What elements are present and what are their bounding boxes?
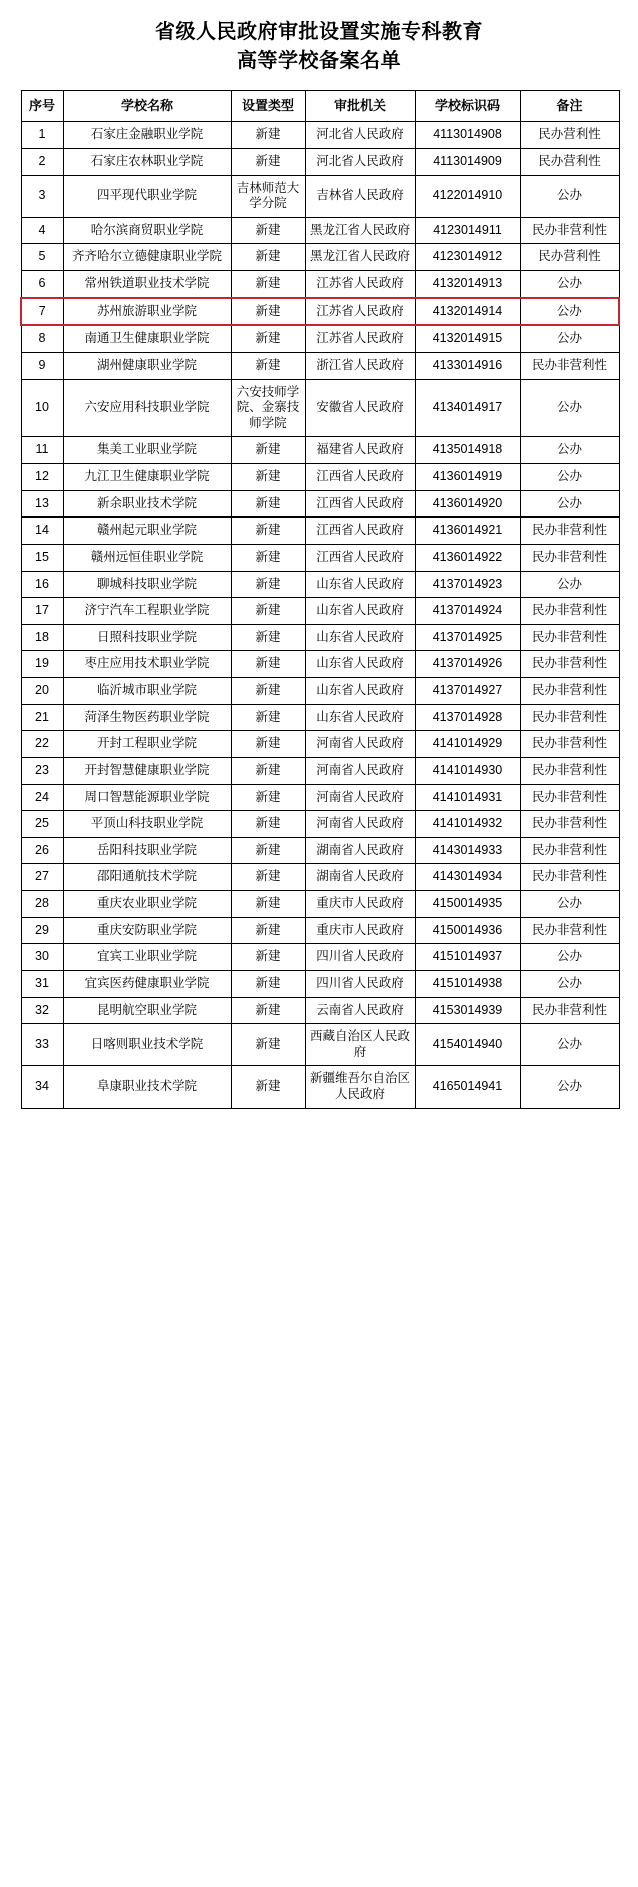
table-row <box>21 325 619 352</box>
cell-index: 2 <box>21 148 63 175</box>
cell-setup-type: 新建 <box>231 757 305 784</box>
cell-setup-type: 六安技师学院、金寨技师学院 <box>231 379 305 437</box>
cell-school-name: 昆明航空职业学院 <box>63 997 231 1024</box>
cell-school-name: 济宁汽车工程职业学院 <box>63 598 231 625</box>
cell-school-name: 石家庄金融职业学院 <box>63 122 231 149</box>
cell-school-name: 哈尔滨商贸职业学院 <box>63 217 231 244</box>
cell-approval-authority: 江西省人民政府 <box>305 517 415 544</box>
cell-remarks: 民办营利性 <box>520 244 619 271</box>
cell-index: 27 <box>21 864 63 891</box>
cell-school-code: 4165014941 <box>415 1066 520 1108</box>
cell-school-name: 南通卫生健康职业学院 <box>63 325 231 352</box>
cell-setup-type: 新建 <box>231 837 305 864</box>
cell-school-name: 宜宾工业职业学院 <box>63 944 231 971</box>
cell-remarks: 民办非营利性 <box>520 811 619 838</box>
table-row <box>21 175 619 217</box>
cell-remarks: 公办 <box>520 1024 619 1066</box>
cell-remarks: 公办 <box>520 379 619 437</box>
cell-index: 32 <box>21 997 63 1024</box>
cell-index: 12 <box>21 464 63 491</box>
cell-remarks: 公办 <box>520 1066 619 1108</box>
cell-index: 16 <box>21 571 63 598</box>
cell-setup-type: 新建 <box>231 624 305 651</box>
cell-school-name: 岳阳科技职业学院 <box>63 837 231 864</box>
cell-school-name: 新余职业技术学院 <box>63 490 231 517</box>
cell-approval-authority: 黑龙江省人民政府 <box>305 217 415 244</box>
cell-school-code: 4150014935 <box>415 891 520 918</box>
cell-school-name: 开封工程职业学院 <box>63 731 231 758</box>
cell-school-name: 开封智慧健康职业学院 <box>63 757 231 784</box>
cell-school-code: 4132014914 <box>415 298 520 326</box>
cell-approval-authority: 山东省人民政府 <box>305 678 415 705</box>
cell-school-name: 赣州远恒佳职业学院 <box>63 544 231 571</box>
cell-setup-type: 新建 <box>231 944 305 971</box>
cell-remarks: 民办非营利性 <box>520 997 619 1024</box>
cell-school-code: 4133014916 <box>415 352 520 379</box>
cell-remarks: 民办非营利性 <box>520 598 619 625</box>
cell-school-name: 齐齐哈尔立德健康职业学院 <box>63 244 231 271</box>
table-row <box>21 997 619 1024</box>
cell-index: 22 <box>21 731 63 758</box>
cell-index: 25 <box>21 811 63 838</box>
cell-index: 24 <box>21 784 63 811</box>
cell-remarks: 公办 <box>520 891 619 918</box>
cell-approval-authority: 山东省人民政府 <box>305 598 415 625</box>
table-row <box>21 244 619 271</box>
table-row <box>21 731 619 758</box>
page-title <box>20 18 618 76</box>
table-row <box>21 624 619 651</box>
cell-school-name: 聊城科技职业学院 <box>63 571 231 598</box>
cell-school-name: 九江卫生健康职业学院 <box>63 464 231 491</box>
cell-approval-authority: 浙江省人民政府 <box>305 352 415 379</box>
cell-approval-authority: 吉林省人民政府 <box>305 175 415 217</box>
cell-school-code: 4143014933 <box>415 837 520 864</box>
cell-remarks: 民办非营利性 <box>520 217 619 244</box>
cell-approval-authority: 河南省人民政府 <box>305 757 415 784</box>
cell-remarks: 民办非营利性 <box>520 864 619 891</box>
table-row <box>21 148 619 175</box>
cell-school-code: 4122014910 <box>415 175 520 217</box>
cell-setup-type: 新建 <box>231 464 305 491</box>
cell-school-name: 重庆农业职业学院 <box>63 891 231 918</box>
cell-remarks: 公办 <box>520 325 619 352</box>
cell-school-code: 4132014913 <box>415 271 520 298</box>
table-row <box>21 271 619 298</box>
cell-remarks: 公办 <box>520 464 619 491</box>
table-row <box>21 1024 619 1066</box>
cell-school-name: 宜宾医药健康职业学院 <box>63 970 231 997</box>
table-row <box>21 437 619 464</box>
cell-school-code: 4137014925 <box>415 624 520 651</box>
cell-school-code: 4132014915 <box>415 325 520 352</box>
cell-remarks: 民办非营利性 <box>520 731 619 758</box>
cell-index: 5 <box>21 244 63 271</box>
cell-remarks: 民办非营利性 <box>520 352 619 379</box>
cell-index: 18 <box>21 624 63 651</box>
cell-school-name: 苏州旅游职业学院 <box>63 298 231 326</box>
cell-remarks: 民办非营利性 <box>520 517 619 544</box>
cell-remarks: 民办非营利性 <box>520 757 619 784</box>
cell-remarks: 公办 <box>520 175 619 217</box>
cell-index: 31 <box>21 970 63 997</box>
cell-approval-authority: 山东省人民政府 <box>305 651 415 678</box>
cell-setup-type: 新建 <box>231 1024 305 1066</box>
table-row <box>21 122 619 149</box>
cell-school-code: 4141014930 <box>415 757 520 784</box>
cell-index: 10 <box>21 379 63 437</box>
column-header-remarks: 备注 <box>520 91 619 122</box>
cell-approval-authority: 重庆市人民政府 <box>305 891 415 918</box>
cell-setup-type: 新建 <box>231 917 305 944</box>
table-row <box>21 944 619 971</box>
cell-school-code: 4151014938 <box>415 970 520 997</box>
cell-approval-authority: 山东省人民政府 <box>305 571 415 598</box>
school-listing-table <box>20 90 620 1109</box>
cell-remarks: 民办非营利性 <box>520 624 619 651</box>
cell-setup-type: 新建 <box>231 544 305 571</box>
page-title-line-1: 省级人民政府审批设置实施专科教育 <box>155 21 483 43</box>
cell-setup-type: 新建 <box>231 122 305 149</box>
cell-setup-type: 新建 <box>231 490 305 517</box>
cell-school-name: 日喀则职业技术学院 <box>63 1024 231 1066</box>
cell-school-code: 4123014911 <box>415 217 520 244</box>
cell-setup-type: 新建 <box>231 811 305 838</box>
cell-approval-authority: 河南省人民政府 <box>305 811 415 838</box>
cell-index: 29 <box>21 917 63 944</box>
column-header-approval-authority: 审批机关 <box>305 91 415 122</box>
cell-school-code: 4137014923 <box>415 571 520 598</box>
cell-approval-authority: 安徽省人民政府 <box>305 379 415 437</box>
cell-approval-authority: 江西省人民政府 <box>305 464 415 491</box>
cell-remarks: 公办 <box>520 571 619 598</box>
cell-remarks: 公办 <box>520 271 619 298</box>
table-header-row <box>21 91 619 122</box>
cell-setup-type: 新建 <box>231 437 305 464</box>
cell-remarks: 民办非营利性 <box>520 678 619 705</box>
table-row <box>21 678 619 705</box>
cell-index: 8 <box>21 325 63 352</box>
cell-approval-authority: 湖南省人民政府 <box>305 837 415 864</box>
cell-setup-type: 新建 <box>231 1066 305 1108</box>
cell-index: 34 <box>21 1066 63 1108</box>
cell-setup-type: 新建 <box>231 325 305 352</box>
cell-school-code: 4137014928 <box>415 704 520 731</box>
cell-setup-type: 新建 <box>231 352 305 379</box>
page-title-line-2: 高等学校备案名单 <box>237 50 401 72</box>
cell-approval-authority: 江苏省人民政府 <box>305 298 415 326</box>
cell-school-name: 临沂城市职业学院 <box>63 678 231 705</box>
cell-setup-type: 新建 <box>231 271 305 298</box>
table-row <box>21 917 619 944</box>
table-row <box>21 757 619 784</box>
table-row <box>21 651 619 678</box>
table-row <box>21 970 619 997</box>
cell-approval-authority: 江苏省人民政府 <box>305 271 415 298</box>
cell-index: 30 <box>21 944 63 971</box>
cell-school-name: 六安应用科技职业学院 <box>63 379 231 437</box>
cell-setup-type: 新建 <box>231 148 305 175</box>
cell-school-name: 赣州起元职业学院 <box>63 517 231 544</box>
cell-school-name: 周口智慧能源职业学院 <box>63 784 231 811</box>
cell-school-code: 4113014908 <box>415 122 520 149</box>
cell-index: 11 <box>21 437 63 464</box>
cell-approval-authority: 西藏自治区人民政府 <box>305 1024 415 1066</box>
cell-setup-type: 新建 <box>231 217 305 244</box>
cell-school-code: 4136014921 <box>415 517 520 544</box>
table-row <box>21 1066 619 1108</box>
table-header <box>21 91 619 122</box>
cell-remarks: 民办非营利性 <box>520 651 619 678</box>
cell-remarks: 公办 <box>520 944 619 971</box>
cell-index: 33 <box>21 1024 63 1066</box>
cell-approval-authority: 云南省人民政府 <box>305 997 415 1024</box>
cell-setup-type: 吉林师范大学分院 <box>231 175 305 217</box>
cell-school-name: 常州铁道职业技术学院 <box>63 271 231 298</box>
cell-school-name: 邵阳通航技术学院 <box>63 864 231 891</box>
cell-school-name: 平顶山科技职业学院 <box>63 811 231 838</box>
table-row <box>21 217 619 244</box>
cell-remarks: 民办营利性 <box>520 148 619 175</box>
cell-index: 20 <box>21 678 63 705</box>
table-row <box>21 598 619 625</box>
table-row <box>21 811 619 838</box>
cell-remarks: 公办 <box>520 298 619 326</box>
cell-school-code: 4141014929 <box>415 731 520 758</box>
cell-setup-type: 新建 <box>231 970 305 997</box>
cell-school-code: 4134014917 <box>415 379 520 437</box>
cell-school-name: 日照科技职业学院 <box>63 624 231 651</box>
cell-school-code: 4137014927 <box>415 678 520 705</box>
cell-approval-authority: 河北省人民政府 <box>305 148 415 175</box>
cell-school-code: 4113014909 <box>415 148 520 175</box>
column-header-school-code: 学校标识码 <box>415 91 520 122</box>
cell-school-name: 石家庄农林职业学院 <box>63 148 231 175</box>
cell-approval-authority: 四川省人民政府 <box>305 944 415 971</box>
cell-school-name: 菏泽生物医药职业学院 <box>63 704 231 731</box>
cell-approval-authority: 四川省人民政府 <box>305 970 415 997</box>
cell-school-name: 枣庄应用技术职业学院 <box>63 651 231 678</box>
table-row <box>21 864 619 891</box>
cell-remarks: 民办营利性 <box>520 122 619 149</box>
cell-setup-type: 新建 <box>231 678 305 705</box>
table-row <box>21 379 619 437</box>
cell-approval-authority: 河北省人民政府 <box>305 122 415 149</box>
cell-setup-type: 新建 <box>231 244 305 271</box>
cell-school-code: 4151014937 <box>415 944 520 971</box>
cell-approval-authority: 湖南省人民政府 <box>305 864 415 891</box>
cell-approval-authority: 江西省人民政府 <box>305 490 415 517</box>
cell-index: 26 <box>21 837 63 864</box>
cell-approval-authority: 江苏省人民政府 <box>305 325 415 352</box>
cell-index: 4 <box>21 217 63 244</box>
cell-setup-type: 新建 <box>231 864 305 891</box>
column-header-school-name: 学校名称 <box>63 91 231 122</box>
cell-setup-type: 新建 <box>231 784 305 811</box>
table-row <box>21 837 619 864</box>
cell-school-code: 4136014919 <box>415 464 520 491</box>
cell-index: 1 <box>21 122 63 149</box>
table-row <box>21 517 619 544</box>
table-row <box>21 544 619 571</box>
cell-approval-authority: 福建省人民政府 <box>305 437 415 464</box>
cell-approval-authority: 河南省人民政府 <box>305 784 415 811</box>
cell-index: 28 <box>21 891 63 918</box>
cell-setup-type: 新建 <box>231 298 305 326</box>
cell-school-name: 重庆安防职业学院 <box>63 917 231 944</box>
cell-school-code: 4141014931 <box>415 784 520 811</box>
cell-approval-authority: 新疆维吾尔自治区人民政府 <box>305 1066 415 1108</box>
cell-setup-type: 新建 <box>231 891 305 918</box>
table-row <box>21 352 619 379</box>
cell-index: 14 <box>21 517 63 544</box>
cell-setup-type: 新建 <box>231 517 305 544</box>
cell-approval-authority: 河南省人民政府 <box>305 731 415 758</box>
cell-remarks: 民办非营利性 <box>520 917 619 944</box>
cell-school-code: 4150014936 <box>415 917 520 944</box>
cell-school-name: 阜康职业技术学院 <box>63 1066 231 1108</box>
cell-school-code: 4154014940 <box>415 1024 520 1066</box>
cell-index: 13 <box>21 490 63 517</box>
cell-index: 7 <box>21 298 63 326</box>
cell-school-code: 4123014912 <box>415 244 520 271</box>
cell-approval-authority: 黑龙江省人民政府 <box>305 244 415 271</box>
cell-school-name: 集美工业职业学院 <box>63 437 231 464</box>
cell-remarks: 民办非营利性 <box>520 784 619 811</box>
cell-remarks: 公办 <box>520 437 619 464</box>
cell-index: 3 <box>21 175 63 217</box>
cell-setup-type: 新建 <box>231 731 305 758</box>
table-body <box>21 122 619 1108</box>
table-row <box>21 490 619 517</box>
cell-remarks: 公办 <box>520 970 619 997</box>
cell-school-code: 4137014924 <box>415 598 520 625</box>
table-row <box>21 891 619 918</box>
table-row <box>21 571 619 598</box>
cell-setup-type: 新建 <box>231 651 305 678</box>
column-header-setup-type: 设置类型 <box>231 91 305 122</box>
cell-remarks: 公办 <box>520 490 619 517</box>
cell-approval-authority: 山东省人民政府 <box>305 624 415 651</box>
table-row <box>21 704 619 731</box>
cell-approval-authority: 山东省人民政府 <box>305 704 415 731</box>
cell-school-code: 4136014920 <box>415 490 520 517</box>
cell-index: 21 <box>21 704 63 731</box>
cell-index: 17 <box>21 598 63 625</box>
cell-remarks: 民办非营利性 <box>520 837 619 864</box>
column-header-index: 序号 <box>21 91 63 122</box>
cell-setup-type: 新建 <box>231 598 305 625</box>
cell-index: 19 <box>21 651 63 678</box>
cell-school-name: 四平现代职业学院 <box>63 175 231 217</box>
cell-setup-type: 新建 <box>231 571 305 598</box>
cell-approval-authority: 重庆市人民政府 <box>305 917 415 944</box>
cell-index: 23 <box>21 757 63 784</box>
cell-index: 6 <box>21 271 63 298</box>
cell-index: 9 <box>21 352 63 379</box>
cell-remarks: 民办非营利性 <box>520 544 619 571</box>
cell-setup-type: 新建 <box>231 997 305 1024</box>
cell-school-code: 4143014934 <box>415 864 520 891</box>
cell-approval-authority: 江西省人民政府 <box>305 544 415 571</box>
cell-index: 15 <box>21 544 63 571</box>
cell-setup-type: 新建 <box>231 704 305 731</box>
table-row <box>21 464 619 491</box>
cell-school-code: 4137014926 <box>415 651 520 678</box>
cell-school-code: 4136014922 <box>415 544 520 571</box>
cell-school-code: 4153014939 <box>415 997 520 1024</box>
table-row <box>21 298 619 326</box>
table-row <box>21 784 619 811</box>
cell-school-code: 4141014932 <box>415 811 520 838</box>
cell-school-code: 4135014918 <box>415 437 520 464</box>
cell-school-name: 湖州健康职业学院 <box>63 352 231 379</box>
cell-remarks: 民办非营利性 <box>520 704 619 731</box>
